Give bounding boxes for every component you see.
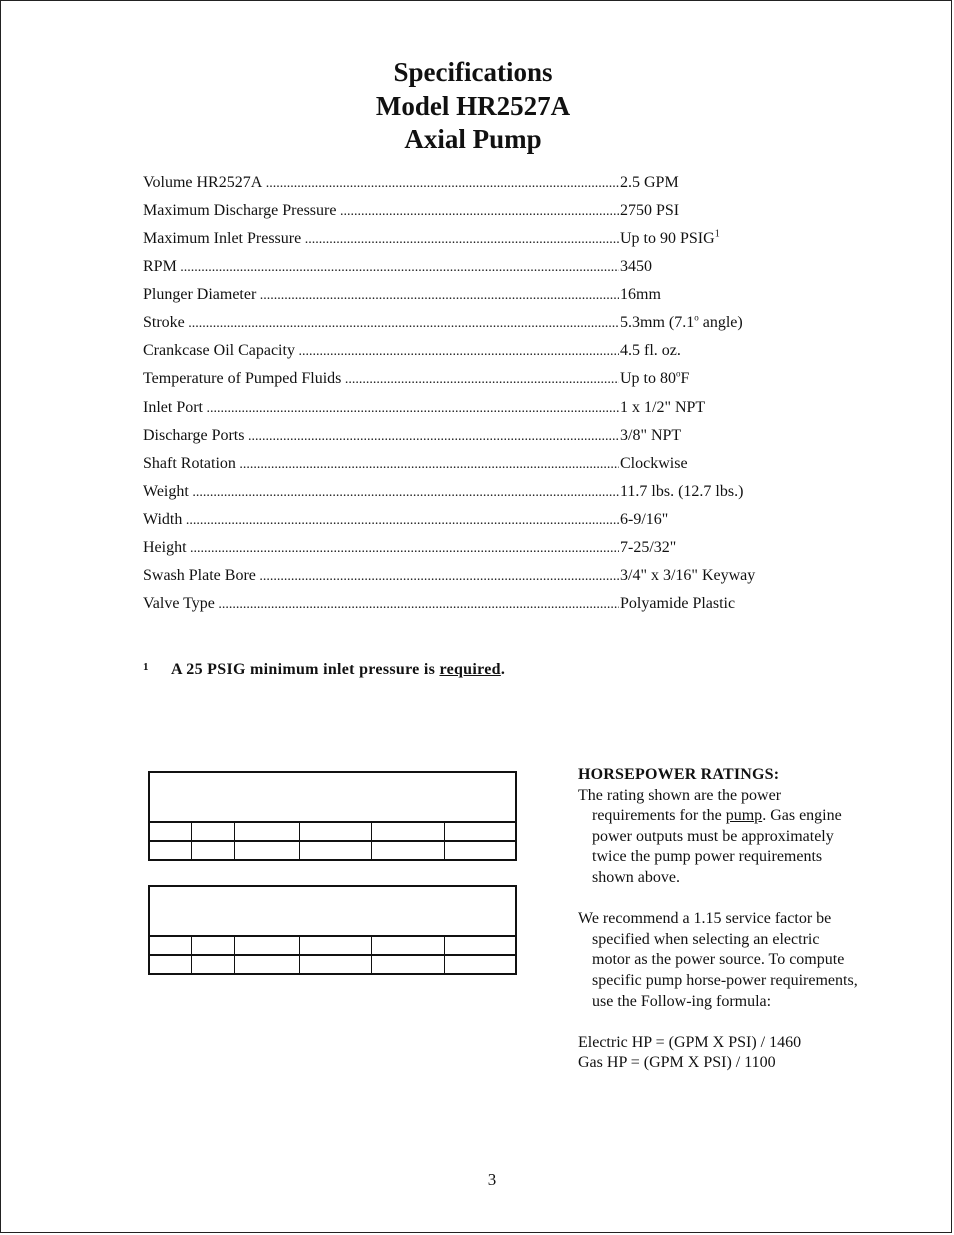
table-row: [150, 937, 515, 956]
spec-label: Valve Type .....: [143, 592, 619, 617]
spec-value-suffix: F: [680, 370, 690, 388]
spec-row: [143, 396, 843, 424]
table-header-area: [150, 887, 515, 937]
table-row: [150, 823, 515, 842]
spec-label: Volume HR2527A .....: [143, 171, 619, 196]
spec-label: Temperature of Pumped Fluids .....: [143, 367, 619, 392]
spec-row: [143, 564, 843, 592]
spec-label: Height .....: [143, 536, 619, 561]
footnote-reference: 1: [714, 228, 720, 240]
table-row: [150, 842, 515, 861]
spec-value: [620, 367, 689, 391]
spec-row: [143, 536, 843, 564]
paragraph-1-start: The rating shown are the power requirements for the: [578, 786, 782, 825]
footnote-text-end: .: [500, 661, 506, 678]
spec-value: [620, 396, 705, 420]
spec-value-text: 4.5 fl. oz.: [620, 342, 681, 360]
spec-row: [143, 199, 843, 227]
page-title-line-3: Axial Pump: [404, 124, 542, 154]
spec-label: Maximum Inlet Pressure .....: [143, 227, 619, 252]
spec-value-text: Up to 80: [620, 370, 676, 388]
page-number: 3: [487, 1170, 497, 1189]
spec-row: [143, 508, 843, 536]
page-title-line-1: Specifications: [393, 57, 553, 87]
electric-hp-formula: Electric HP = (GPM X PSI) / 1460: [578, 1033, 802, 1051]
spec-row: [143, 592, 843, 620]
spec-value-text: Up to 90 PSIG: [620, 230, 715, 248]
footnote-text: [171, 658, 505, 682]
spec-value: [620, 564, 755, 588]
spec-row: [143, 171, 843, 199]
specification-list: [143, 171, 843, 620]
spec-value: [620, 311, 743, 335]
table-row: [150, 956, 515, 975]
spec-value: [620, 339, 681, 363]
spec-value: [620, 283, 661, 307]
degree-symbol: o: [676, 369, 681, 380]
spec-value: [620, 199, 679, 223]
paragraph-1-underlined-word: pump: [725, 807, 763, 825]
degree-symbol: o: [694, 312, 699, 323]
spec-value-text: Clockwise: [620, 454, 688, 472]
spec-row: [143, 452, 843, 480]
spec-value-text: 1 x 1/2" NPT: [620, 398, 706, 416]
spec-value-text: 11.7 lbs. (12.7 lbs.): [620, 482, 744, 500]
spec-row: [143, 424, 843, 452]
spec-value: [620, 592, 735, 616]
spec-value: [620, 227, 720, 251]
spec-label: Plunger Diameter .....: [143, 283, 619, 308]
spec-row: [143, 283, 843, 311]
spec-label: Discharge Ports .....: [143, 424, 619, 449]
spec-value: [620, 171, 679, 195]
spec-value: [620, 255, 652, 279]
spec-label: Crankcase Oil Capacity .....: [143, 339, 619, 364]
footnote-underlined-word: required: [439, 661, 501, 678]
spec-value: [620, 424, 681, 448]
page-title-line-2: Model HR2527A: [375, 91, 571, 121]
horsepower-heading: HORSEPOWER RATINGS:: [578, 766, 780, 783]
spec-value-text: 2.5 GPM: [620, 174, 679, 191]
spec-value-text: 3/8" NPT: [620, 426, 682, 444]
spec-value-text: Polyamide Plastic: [620, 594, 736, 612]
spec-row: [143, 311, 843, 339]
spec-row: [143, 367, 843, 395]
footnote-text-start: A 25 PSIG minimum inlet pressure is: [171, 661, 440, 678]
spec-row: [143, 227, 843, 255]
spec-label: Swash Plate Bore .....: [143, 564, 619, 589]
table-header-area: [150, 773, 515, 823]
spec-row: [143, 339, 843, 367]
spec-value: [620, 480, 743, 504]
spec-label: Width .....: [143, 508, 619, 533]
paragraph-1-end: . Gas engine power outputs must be approximately twice the pump power requirements shown above.: [592, 807, 842, 886]
horsepower-paragraph-1: [578, 786, 858, 889]
spec-value: [620, 536, 676, 560]
horsepower-table-2: [148, 885, 517, 975]
spec-value-text: 3450: [620, 258, 652, 276]
spec-value-text: 3/4" x 3/16" Keyway: [620, 566, 756, 584]
spec-row: [143, 255, 843, 283]
horsepower-table-1: [148, 771, 517, 861]
footnote-mark: 1: [143, 661, 149, 673]
horsepower-ratings-notes: [578, 765, 858, 1074]
spec-label: Stroke .....: [143, 311, 619, 336]
spec-value: [620, 452, 688, 476]
spec-value: [620, 508, 668, 532]
horsepower-paragraph-2: We recommend a 1.15 service factor be specified when selecting an electric motor as the power source. To compute specific pump horse-power requirements, use the Follow-ing formula:: [578, 910, 858, 1010]
spec-value-suffix: angle): [698, 314, 743, 332]
spec-row: [143, 480, 843, 508]
spec-label: Weight .....: [143, 480, 619, 505]
spec-label: Inlet Port .....: [143, 396, 619, 421]
spec-label: RPM .....: [143, 255, 619, 280]
spec-value-text: 2750 PSI: [620, 202, 680, 220]
spec-value-text: 7-25/32": [620, 538, 677, 556]
spec-value-text: 16mm: [620, 286, 661, 304]
spec-value-text: 5.3mm (7.1: [620, 314, 695, 332]
spec-value-text: 6-9/16": [620, 510, 669, 528]
spec-label: Maximum Discharge Pressure .....: [143, 199, 619, 224]
gas-hp-formula: Gas HP = (GPM X PSI) / 1100: [578, 1054, 776, 1072]
spec-label: Shaft Rotation .....: [143, 452, 619, 477]
